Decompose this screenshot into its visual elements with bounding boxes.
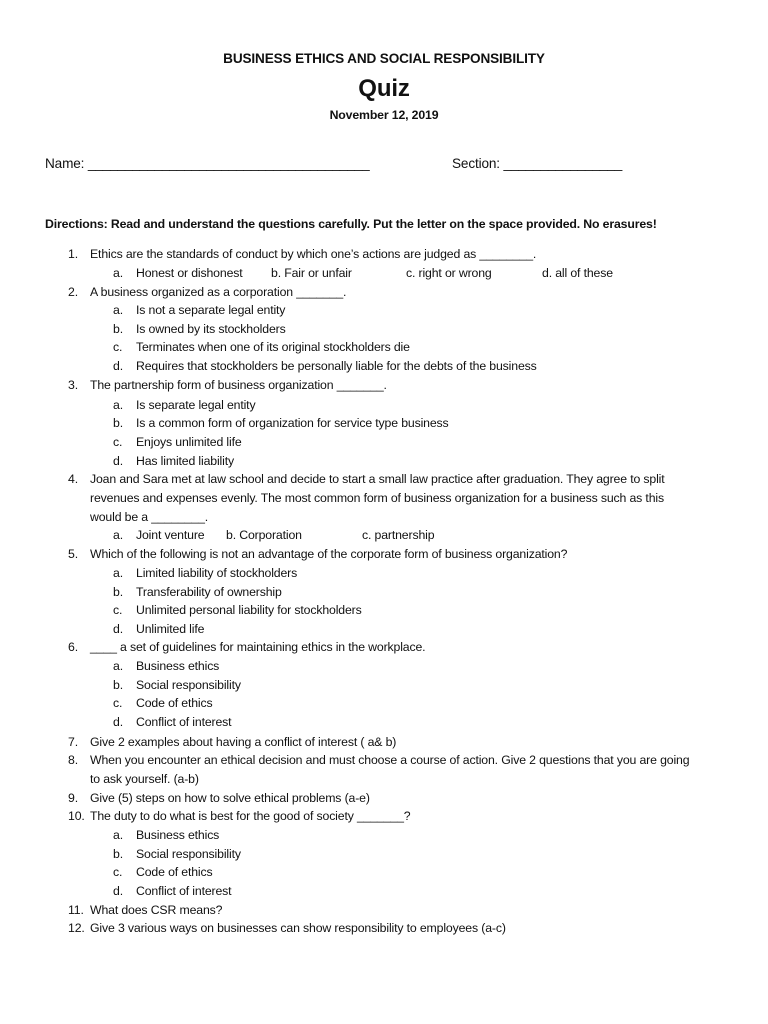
quiz-title: Quiz bbox=[358, 75, 410, 102]
course-title: BUSINESS ETHICS AND SOCIAL RESPONSIBILITY bbox=[223, 51, 545, 66]
option-text: Unlimited life bbox=[136, 622, 205, 636]
option-text: Social responsibility bbox=[136, 678, 241, 692]
question-text: Ethics are the standards of conduct by which one’s actions are judged as ________. bbox=[90, 247, 537, 261]
option-text: Conflict of interest bbox=[136, 884, 232, 898]
question-text: Which of the following is not an advantage of the corporate form of business organization? bbox=[90, 547, 568, 561]
option-letter: c. bbox=[113, 603, 123, 617]
quiz-date: November 12, 2019 bbox=[329, 108, 439, 122]
question-text: ____ a set of guidelines for maintaining ethics in the workplace. bbox=[90, 640, 426, 654]
option-letter: a. bbox=[113, 266, 123, 280]
directions: Directions: Read and understand the questions carefully. Put the letter on the space provided. No erasures! bbox=[45, 217, 657, 231]
question-text-line: would be a ________. bbox=[90, 510, 209, 524]
option-text: b. Fair or unfair bbox=[271, 266, 352, 280]
option-text: Social responsibility bbox=[136, 847, 241, 861]
option-letter: b. bbox=[113, 585, 123, 599]
question-number: 2. bbox=[68, 285, 78, 299]
question-number: 11. bbox=[68, 903, 84, 917]
option-text: Honest or dishonest bbox=[136, 266, 243, 280]
option-letter: c. bbox=[113, 340, 123, 354]
question-text: When you encounter an ethical decision and must choose a course of action. Give 2 questions that you are going bbox=[90, 753, 690, 767]
question-number: 9. bbox=[68, 791, 78, 805]
option-letter: d. bbox=[113, 884, 123, 898]
question-number: 12. bbox=[68, 921, 85, 935]
option-letter: a. bbox=[113, 828, 123, 842]
question-number: 3. bbox=[68, 378, 78, 392]
option-text: Limited liability of stockholders bbox=[136, 566, 298, 580]
question-number: 10. bbox=[68, 809, 85, 823]
option-letter: b. bbox=[113, 416, 123, 430]
option-text: c. right or wrong bbox=[406, 266, 492, 280]
option-text: Enjoys unlimited life bbox=[136, 435, 242, 449]
option-text: Unlimited personal liability for stockholders bbox=[136, 603, 362, 617]
question-number: 5. bbox=[68, 547, 78, 561]
option-letter: c. bbox=[113, 435, 123, 449]
question-number: 8. bbox=[68, 753, 78, 767]
option-text: Joint venture bbox=[136, 528, 205, 542]
option-letter: c. bbox=[113, 696, 123, 710]
option-text: Business ethics bbox=[136, 828, 220, 842]
option-text: Business ethics bbox=[136, 659, 220, 673]
option-letter: d. bbox=[113, 359, 123, 373]
option-letter: b. bbox=[113, 322, 123, 336]
option-letter: d. bbox=[113, 454, 123, 468]
option-letter: a. bbox=[113, 528, 123, 542]
option-letter: a. bbox=[113, 566, 123, 580]
option-text: Code of ethics bbox=[136, 696, 213, 710]
question-text: Joan and Sara met at law school and decide to start a small law practice after graduation. They agree to split bbox=[90, 472, 665, 486]
option-text: Transferability of ownership bbox=[136, 585, 282, 599]
option-text: Is not a separate legal entity bbox=[136, 303, 286, 317]
question-number: 1. bbox=[68, 247, 78, 261]
option-text: Requires that stockholders be personally liable for the debts of the business bbox=[136, 359, 537, 373]
option-text: Is a common form of organization for service type business bbox=[136, 416, 449, 430]
option-letter: d. bbox=[113, 715, 123, 729]
section-field: Section: ________________ bbox=[452, 156, 623, 171]
question-text: A business organized as a corporation _______. bbox=[90, 285, 347, 299]
option-letter: a. bbox=[113, 398, 123, 412]
option-text: b. Corporation bbox=[226, 528, 302, 542]
option-text: Is owned by its stockholders bbox=[136, 322, 286, 336]
option-text: Terminates when one of its original stockholders die bbox=[136, 340, 410, 354]
question-number: 6. bbox=[68, 640, 78, 654]
option-letter: d. bbox=[113, 622, 123, 636]
question-text-line: to ask yourself. (a-b) bbox=[90, 772, 199, 786]
question-text: The duty to do what is best for the good of society _______? bbox=[90, 809, 411, 823]
option-letter: a. bbox=[113, 303, 123, 317]
question-number: 7. bbox=[68, 735, 78, 749]
option-text: Code of ethics bbox=[136, 865, 213, 879]
option-letter: b. bbox=[113, 678, 123, 692]
option-text: d. all of these bbox=[542, 266, 613, 280]
option-text: c. partnership bbox=[362, 528, 435, 542]
option-text: Conflict of interest bbox=[136, 715, 232, 729]
question-text: Give 2 examples about having a conflict of interest ( a& b) bbox=[90, 735, 397, 749]
option-letter: c. bbox=[113, 865, 123, 879]
question-number: 4. bbox=[68, 472, 78, 486]
name-field: Name: ______________________________________ bbox=[45, 156, 370, 171]
option-letter: b. bbox=[113, 847, 123, 861]
question-text: Give (5) steps on how to solve ethical problems (a-e) bbox=[90, 791, 370, 805]
question-text: Give 3 various ways on businesses can show responsibility to employees (a-c) bbox=[90, 921, 506, 935]
option-text: Has limited liability bbox=[136, 454, 234, 468]
question-text-line: revenues and expenses evenly. The most common form of business organization for a business such as this bbox=[90, 491, 664, 505]
question-text: The partnership form of business organization _______. bbox=[90, 378, 387, 392]
question-text: What does CSR means? bbox=[90, 903, 223, 917]
option-text: Is separate legal entity bbox=[136, 398, 256, 412]
option-letter: a. bbox=[113, 659, 123, 673]
